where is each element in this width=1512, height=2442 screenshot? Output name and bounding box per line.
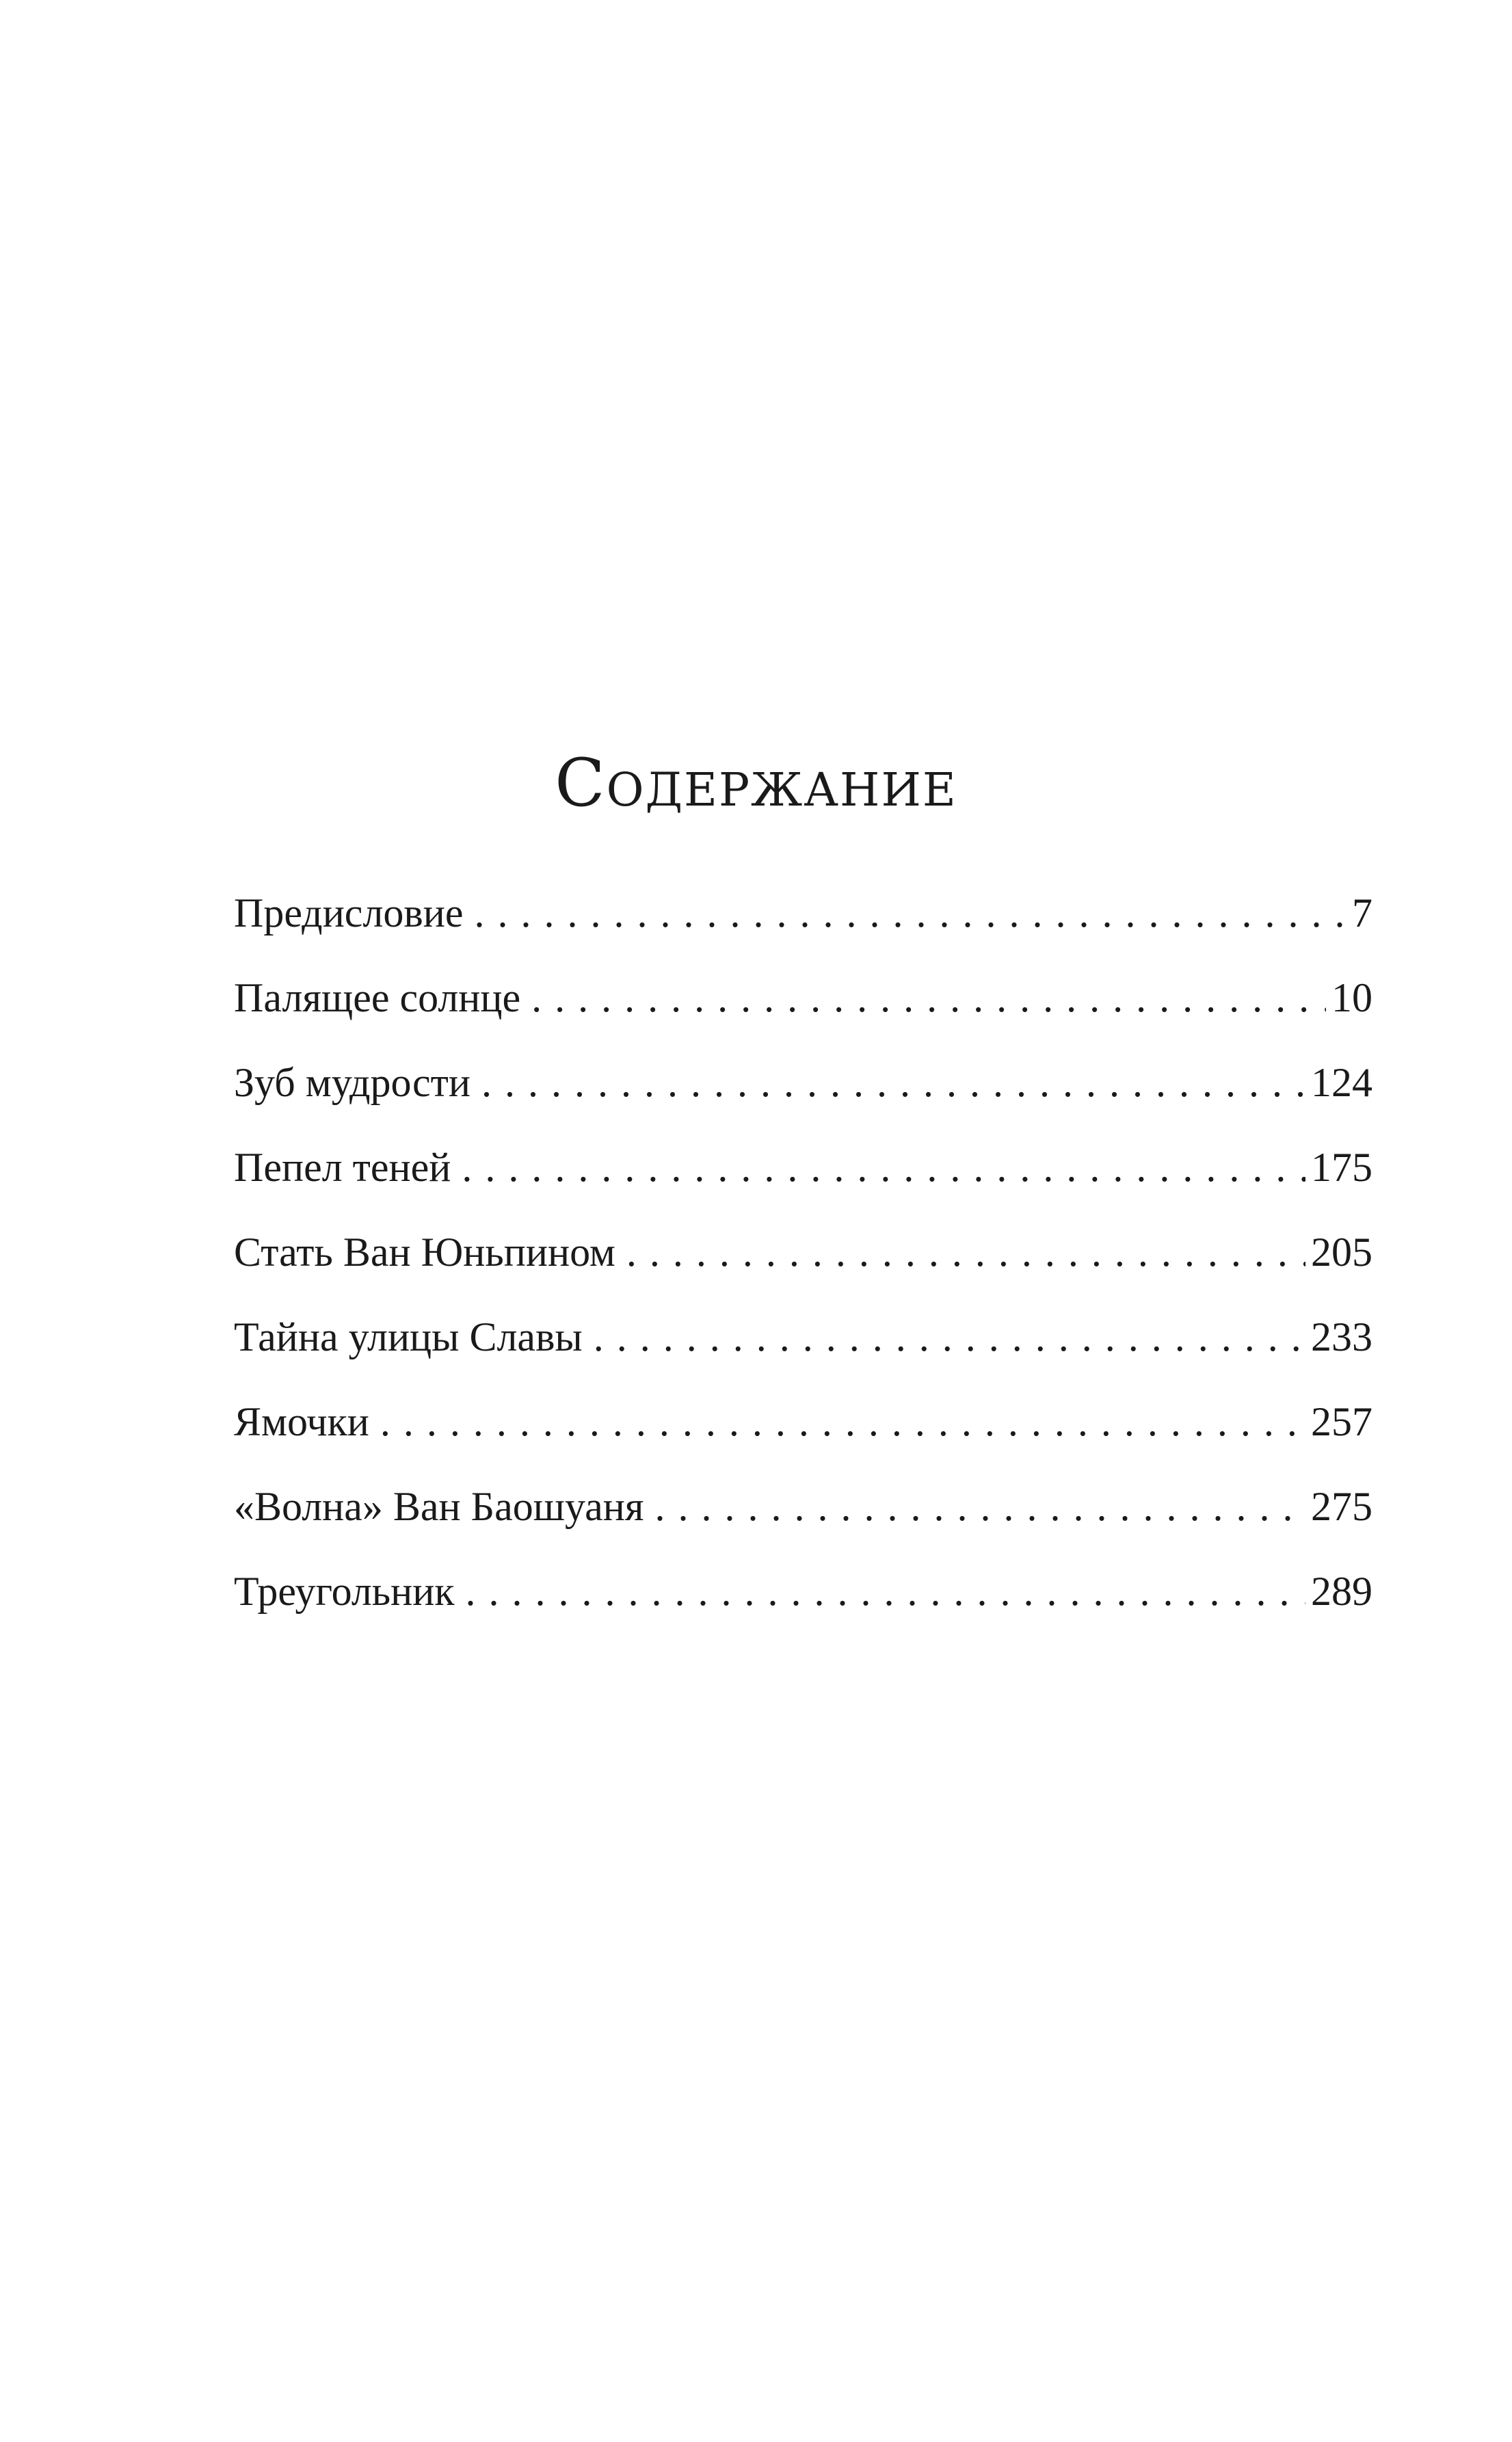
toc-entry-title: Стать Ван Юньпином	[234, 1230, 615, 1275]
toc-entry-title: Палящее солнце	[234, 975, 521, 1020]
toc-dot-leader	[481, 1055, 1305, 1110]
toc-entry	[234, 1055, 1372, 1140]
page-title: Содержание	[555, 745, 957, 821]
toc-entry-page: 289	[1311, 1569, 1372, 1614]
toc-entry	[234, 1225, 1372, 1310]
toc-entry	[234, 886, 1372, 970]
toc-dot-leader	[626, 1225, 1305, 1279]
toc-entry-title: Треугольник	[234, 1569, 455, 1614]
toc-entry	[234, 1140, 1372, 1225]
toc-dot-leader	[531, 970, 1326, 1025]
toc-entry-page: 175	[1311, 1145, 1372, 1190]
toc-entry-page: 7	[1352, 890, 1372, 935]
table-of-contents	[234, 886, 1372, 1649]
toc-entry-title: Зуб мудрости	[234, 1060, 470, 1105]
toc-entry	[234, 1479, 1372, 1564]
toc-entry-title: Пепел теней	[234, 1145, 451, 1190]
toc-entry	[234, 1394, 1372, 1479]
toc-entry-page: 257	[1311, 1399, 1372, 1444]
toc-entry-page: 124	[1311, 1060, 1372, 1105]
toc-entry-page: 10	[1331, 975, 1372, 1020]
toc-entry	[234, 970, 1372, 1055]
toc-entry-title: «Волна» Ван Баошуаня	[234, 1484, 644, 1529]
toc-entry	[234, 1310, 1372, 1394]
toc-dot-leader	[594, 1310, 1305, 1364]
toc-entry-page: 205	[1311, 1230, 1372, 1275]
toc-entry-page: 233	[1311, 1314, 1372, 1359]
toc-dot-leader	[380, 1394, 1305, 1449]
toc-entry	[234, 1564, 1372, 1649]
toc-entry-page: 275	[1311, 1484, 1372, 1529]
toc-dot-leader	[466, 1564, 1306, 1619]
toc-entry-title: Тайна улицы Славы	[234, 1314, 583, 1359]
toc-entry-title: Ямочки	[234, 1399, 369, 1444]
toc-dot-leader	[655, 1479, 1305, 1534]
toc-entry-title: Предисловие	[234, 890, 464, 935]
toc-dot-leader	[474, 886, 1347, 940]
toc-dot-leader	[462, 1140, 1305, 1195]
